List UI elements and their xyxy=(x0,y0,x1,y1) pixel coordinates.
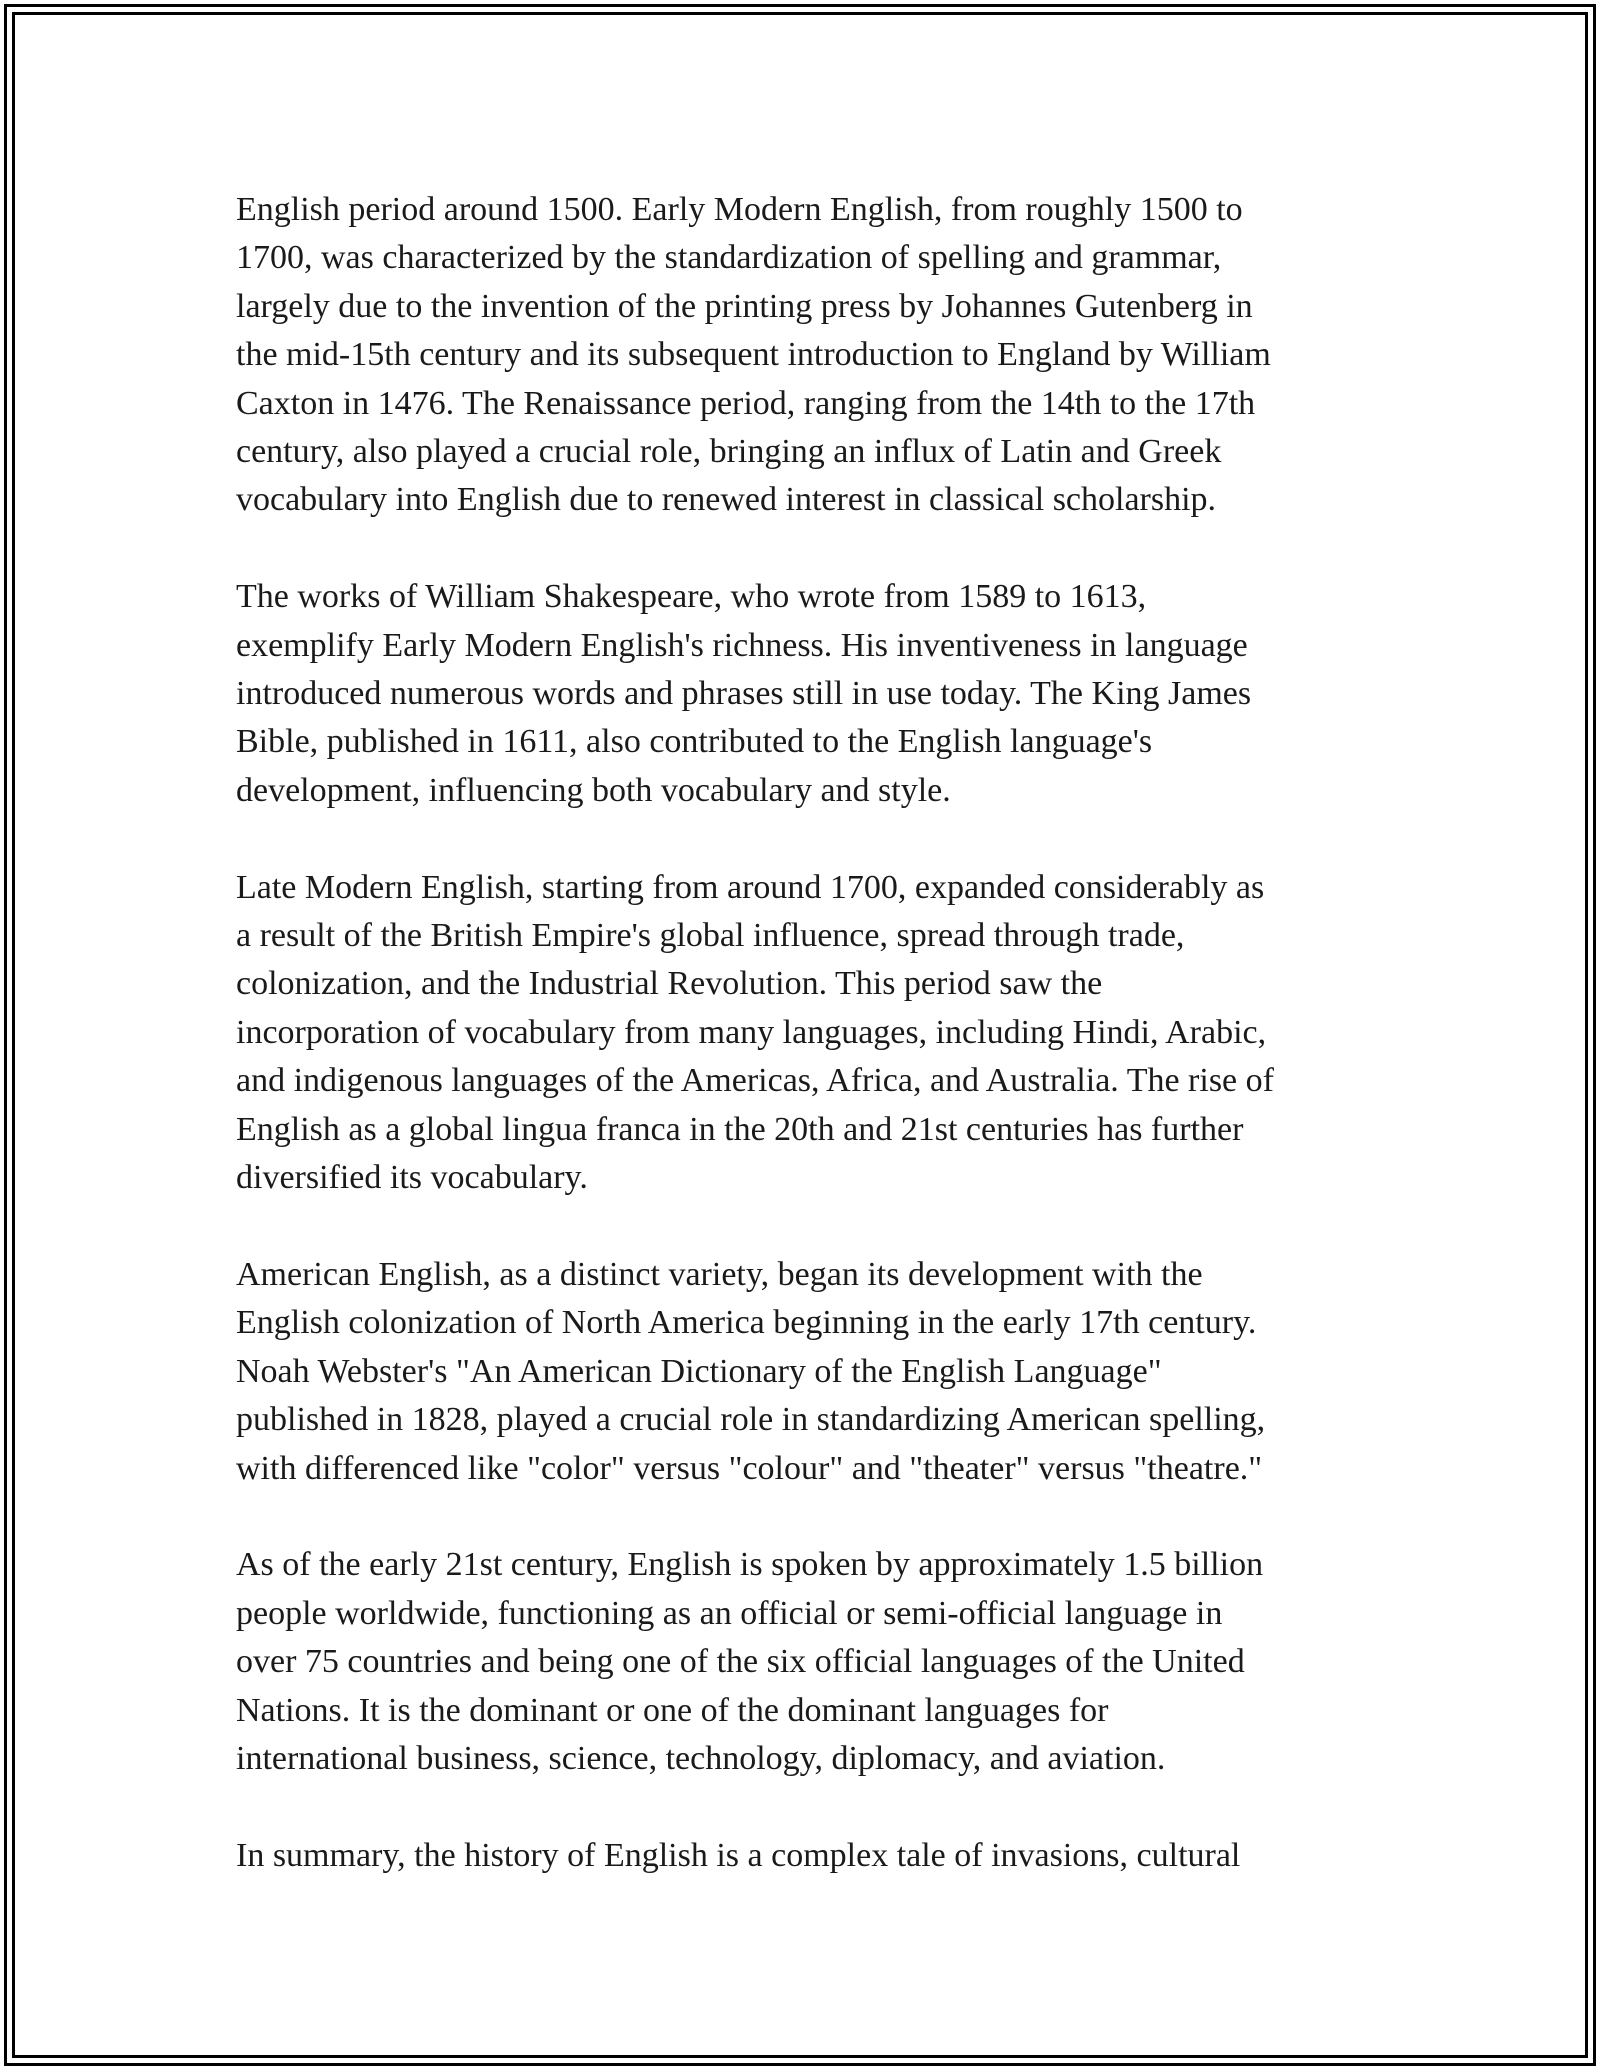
paragraph-21st-century xyxy=(236,1541,1386,1783)
paragraph-shakespeare xyxy=(236,573,1386,815)
text-line: exemplify Early Modern English's richness. His inventiveness in language xyxy=(236,626,1248,664)
paragraph-american-english xyxy=(236,1251,1386,1493)
text-line: English colonization of North America beginning in the early 17th century. xyxy=(236,1304,1257,1342)
text-line: Late Modern English, starting from around 1700, expanded considerably as xyxy=(236,868,1265,906)
text-line: English as a global lingua franca in the 20th and 21st centuries has further xyxy=(236,1110,1244,1148)
text-line: over 75 countries and being one of the six official languages of the United xyxy=(236,1643,1245,1681)
text-line: people worldwide, functioning as an official or semi-official language in xyxy=(236,1594,1223,1632)
text-line: diversified its vocabulary. xyxy=(236,1159,588,1197)
text-line: Bible, published in 1611, also contributed to the English language's xyxy=(236,723,1153,761)
text-line: a result of the British Empire's global influence, spread through trade, xyxy=(236,917,1185,955)
text-line: international business, science, technology, diplomacy, and aviation. xyxy=(236,1739,1166,1777)
paragraph-early-modern-english xyxy=(236,186,1386,525)
text-line: American English, as a distinct variety, began its development with the xyxy=(236,1255,1203,1293)
text-line: published in 1828, played a crucial role in standardizing American spelling, xyxy=(236,1401,1266,1439)
paragraph-late-modern-english xyxy=(236,864,1386,1203)
text-line: 1700, was characterized by the standardization of spelling and grammar, xyxy=(236,239,1222,277)
document-body xyxy=(236,186,1386,1929)
text-line: In summary, the history of English is a complex tale of invasions, cultural xyxy=(236,1836,1241,1874)
text-line: incorporation of vocabulary from many languages, including Hindi, Arabic, xyxy=(236,1013,1267,1051)
text-line: Caxton in 1476. The Renaissance period, ranging from the 14th to the 17th xyxy=(236,384,1256,422)
text-line: vocabulary into English due to renewed interest in classical scholarship. xyxy=(236,481,1217,519)
text-line: As of the early 21st century, English is spoken by approximately 1.5 billion xyxy=(236,1546,1264,1584)
text-line: and indigenous languages of the Americas, Africa, and Australia. The rise of xyxy=(236,1062,1274,1100)
text-line: century, also played a crucial role, bringing an influx of Latin and Greek xyxy=(236,433,1222,471)
paragraph-summary xyxy=(236,1832,1386,1880)
text-line: English period around 1500. Early Modern English, from roughly 1500 to xyxy=(236,191,1243,228)
text-line: Nations. It is the dominant or one of the dominant languages for xyxy=(236,1691,1109,1729)
text-line: colonization, and the Industrial Revolution. This period saw the xyxy=(236,965,1103,1003)
text-line: largely due to the invention of the printing press by Johannes Gutenberg in xyxy=(236,287,1253,325)
text-line: development, influencing both vocabulary and style. xyxy=(236,771,951,809)
text-line: the mid-15th century and its subsequent introduction to England by William xyxy=(236,336,1271,374)
text-line: with differenced like "color" versus "colour" and "theater" versus "theatre." xyxy=(236,1449,1263,1487)
text-line: introduced numerous words and phrases still in use today. The King James xyxy=(236,675,1252,713)
text-line: The works of William Shakespeare, who wrote from 1589 to 1613, xyxy=(236,578,1147,616)
text-line: Noah Webster's "An American Dictionary of the English Language" xyxy=(236,1352,1162,1390)
